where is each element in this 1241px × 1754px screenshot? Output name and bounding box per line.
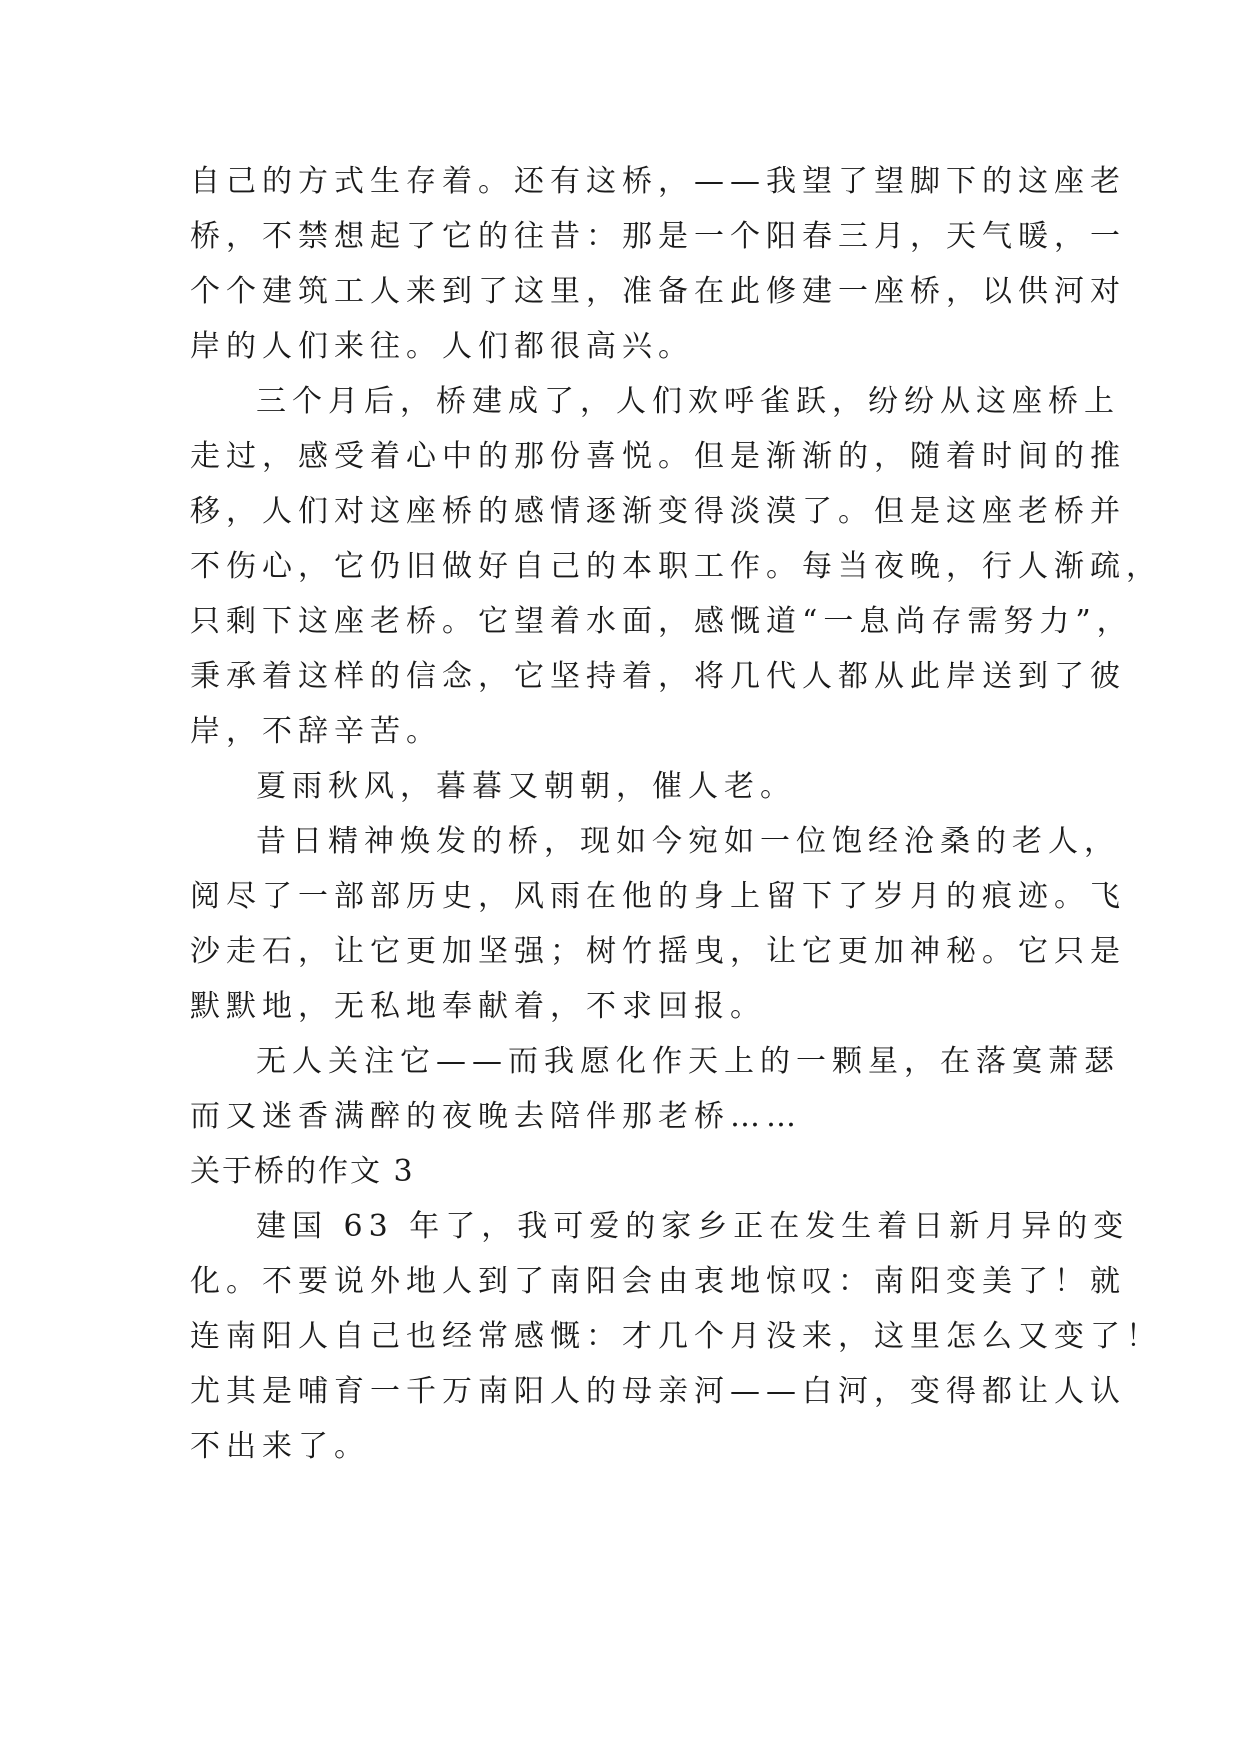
text-line: 化。不要说外地人到了南阳会由衷地惊叹：南阳变美了！就 bbox=[190, 1264, 1126, 1299]
text-line: 昔日精神焕发的桥，现如今宛如一位饱经沧桑的老人， bbox=[256, 824, 1120, 859]
text-line: 不出来了。 bbox=[190, 1429, 370, 1464]
text-line: 个个建筑工人来到了这里，准备在此修建一座桥，以供河对 bbox=[190, 274, 1126, 309]
text-line: 阅尽了一部部历史，风雨在他的身上留下了岁月的痕迹。飞 bbox=[190, 879, 1126, 914]
text-line: 走过，感受着心中的那份喜悦。但是渐渐的，随着时间的推 bbox=[190, 439, 1126, 474]
text-line: 夏雨秋风，暮暮又朝朝，催人老。 bbox=[256, 769, 796, 804]
text-line: 不伤心，它仍旧做好自己的本职工作。每当夜晚，行人渐疏， bbox=[190, 549, 1162, 584]
text-line: 建国 63 年了，我可爱的家乡正在发生着日新月异的变 bbox=[256, 1209, 1130, 1244]
text-line: 自己的方式生存着。还有这桥，——我望了望脚下的这座老 bbox=[190, 164, 1126, 199]
text-line: 默默地，无私地奉献着，不求回报。 bbox=[190, 989, 766, 1024]
text-line: 尤其是哺育一千万南阳人的母亲河——白河，变得都让人认 bbox=[190, 1374, 1126, 1409]
text-line: 桥，不禁想起了它的往昔：那是一个阳春三月，天气暖，一 bbox=[190, 219, 1126, 254]
text-line: 沙走石，让它更加坚强；树竹摇曳，让它更加神秘。它只是 bbox=[190, 934, 1126, 969]
text-line: 秉承着这样的信念，它坚持着，将几代人都从此岸送到了彼 bbox=[190, 659, 1126, 694]
text-line: 三个月后，桥建成了，人们欢呼雀跃，纷纷从这座桥上 bbox=[256, 384, 1120, 419]
text-line: 连南阳人自己也经常感慨：才几个月没来，这里怎么又变了！ bbox=[190, 1319, 1162, 1354]
text-line: 只剩下这座老桥。它望着水面，感慨道“一息尚存需努力”， bbox=[190, 604, 1133, 639]
text-line: 而又迷香满醉的夜晚去陪伴那老桥…… bbox=[190, 1099, 802, 1134]
text-line: 无人关注它——而我愿化作天上的一颗星，在落寞萧瑟 bbox=[256, 1044, 1120, 1079]
text-line: 岸的人们来往。人们都很高兴。 bbox=[190, 329, 694, 364]
section-heading: 关于桥的作文 3 bbox=[190, 1154, 415, 1189]
text-line: 移，人们对这座桥的感情逐渐变得淡漠了。但是这座老桥并 bbox=[190, 494, 1126, 529]
text-line: 岸，不辞辛苦。 bbox=[190, 714, 442, 749]
